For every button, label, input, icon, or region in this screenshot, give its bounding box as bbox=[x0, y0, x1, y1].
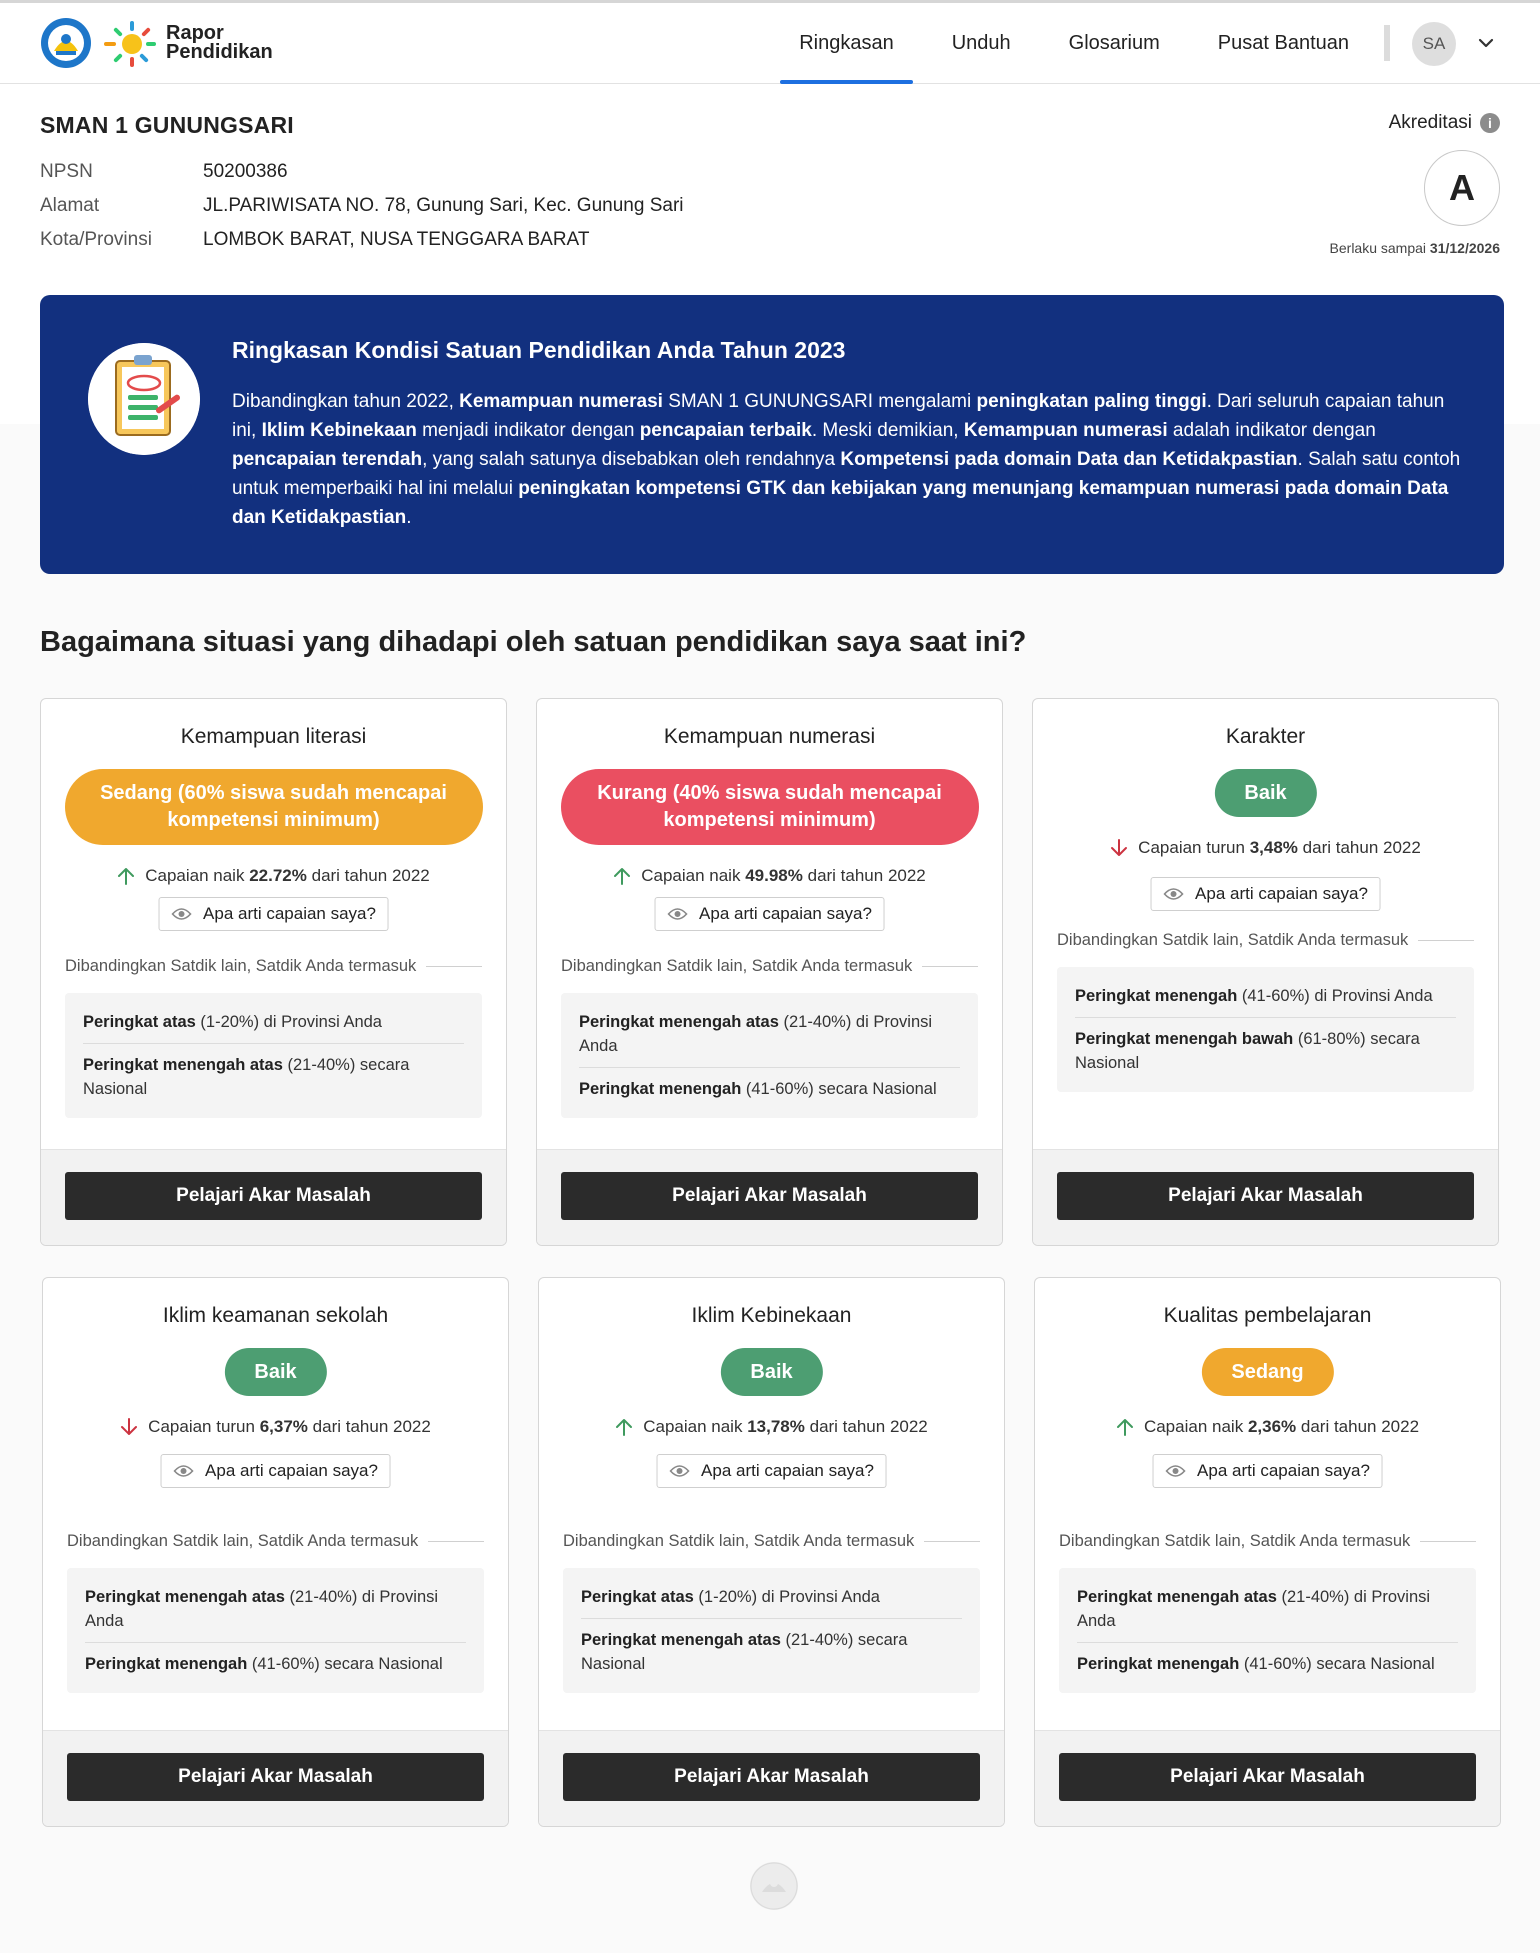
rank-level: Peringkat atas bbox=[83, 1013, 196, 1031]
compare-text: Dibandingkan Satdik lain, Satdik Anda termasuk bbox=[1057, 931, 1409, 949]
rank-detail: (21-40%) secara Nasional bbox=[83, 1056, 410, 1098]
meaning-button-label: Apa arti capaian saya? bbox=[203, 904, 376, 923]
banner-highlight: pencapaian terendah bbox=[232, 449, 423, 470]
trend-suffix: dari tahun 2022 bbox=[311, 866, 430, 885]
address-label: Alamat bbox=[40, 195, 100, 216]
arrow-down-icon bbox=[120, 1417, 138, 1437]
banner-text-segment: , yang salah satunya disebabkan oleh rendahnya bbox=[422, 449, 841, 470]
rank-level: Peringkat menengah bbox=[1075, 987, 1238, 1005]
banner-highlight: pencapaian terbaik bbox=[639, 420, 812, 441]
school-info bbox=[40, 112, 1500, 256]
accreditation-badge: A bbox=[1424, 150, 1500, 226]
card-footer bbox=[41, 1149, 506, 1245]
meaning-button[interactable] bbox=[158, 897, 389, 931]
eye-icon bbox=[173, 1464, 193, 1478]
trend-prefix: Capaian naik bbox=[145, 866, 245, 885]
card-title: Iklim keamanan sekolah bbox=[162, 1304, 389, 1327]
status-badge: Kurang (40% siswa sudah mencapai kompetensi minimum) bbox=[561, 769, 979, 845]
meaning-button[interactable] bbox=[1150, 877, 1381, 911]
rank-detail: (61-80%) secara Nasional bbox=[1075, 1030, 1420, 1072]
card-title: Kemampuan numerasi bbox=[663, 725, 876, 748]
meaning-button-label: Apa arti capaian saya? bbox=[1197, 1461, 1370, 1480]
trend-text bbox=[145, 866, 430, 886]
app-logo[interactable] bbox=[40, 17, 273, 69]
indicator-card bbox=[538, 1277, 1005, 1827]
accreditation-label: Akreditasi bbox=[1388, 112, 1472, 133]
banner-title: Ringkasan Kondisi Satuan Pendidikan Anda Tahun 2023 bbox=[232, 337, 846, 363]
rank-box bbox=[1059, 1568, 1476, 1693]
rank-level: Peringkat menengah atas bbox=[581, 1631, 781, 1649]
rank-item bbox=[85, 1642, 466, 1685]
banner-highlight: Kompetensi pada domain Data dan Ketidakpastian bbox=[840, 449, 1298, 470]
trend-suffix: dari tahun 2022 bbox=[312, 1417, 431, 1436]
nav-pusat-bantuan[interactable]: Pusat Bantuan bbox=[1217, 32, 1349, 54]
npsn-label: NPSN bbox=[40, 161, 93, 182]
rapor-sun-logo-icon bbox=[102, 17, 158, 69]
arrow-down-icon bbox=[1110, 838, 1128, 858]
banner-highlight: Kemampuan numerasi bbox=[963, 420, 1168, 441]
divider bbox=[428, 1541, 484, 1542]
card-title: Kemampuan literasi bbox=[180, 725, 367, 748]
divider bbox=[924, 1541, 980, 1542]
rank-detail: (21-40%) secara Nasional bbox=[581, 1631, 908, 1673]
accreditation-validity bbox=[1330, 240, 1500, 256]
card-title: Kualitas pembelajaran bbox=[1163, 1304, 1372, 1327]
banner-highlight: peningkatan paling tinggi bbox=[976, 391, 1207, 412]
rank-detail: (41-60%) secara Nasional bbox=[741, 1080, 937, 1098]
rank-level: Peringkat menengah atas bbox=[85, 1588, 285, 1606]
trend-text bbox=[641, 866, 926, 886]
banner-text bbox=[232, 387, 1472, 532]
trend-suffix: dari tahun 2022 bbox=[809, 1417, 928, 1436]
card-footer bbox=[1035, 1730, 1500, 1826]
card-footer bbox=[539, 1730, 1004, 1826]
accreditation bbox=[1300, 112, 1500, 256]
city-label: Kota/Provinsi bbox=[40, 229, 152, 250]
rank-level: Peringkat menengah bbox=[85, 1655, 248, 1673]
banner-text-segment: SMAN 1 GUNUNGSARI mengalami bbox=[662, 391, 977, 412]
trend-suffix: dari tahun 2022 bbox=[807, 866, 926, 885]
meaning-button[interactable] bbox=[654, 897, 885, 931]
trend-suffix: dari tahun 2022 bbox=[1302, 838, 1421, 857]
trend-prefix: Capaian naik bbox=[1143, 1417, 1244, 1436]
trend-value: 49.98% bbox=[745, 866, 803, 885]
compare-label bbox=[563, 1532, 980, 1551]
npsn-value: 50200386 bbox=[203, 161, 288, 182]
arrow-up-icon bbox=[1116, 1417, 1134, 1437]
card-footer bbox=[537, 1149, 1002, 1245]
rank-item bbox=[579, 1067, 960, 1110]
learn-root-cause-button[interactable]: Pelajari Akar Masalah bbox=[67, 1753, 484, 1801]
banner-highlight: Iklim Kebinekaan bbox=[261, 420, 417, 441]
rank-detail: (41-60%) secara Nasional bbox=[1239, 1655, 1435, 1673]
rank-level: Peringkat atas bbox=[581, 1588, 694, 1606]
school-name: SMAN 1 GUNUNGSARI bbox=[40, 112, 294, 138]
trend-text bbox=[643, 1417, 928, 1437]
indicator-card bbox=[40, 698, 507, 1246]
trend-text bbox=[1144, 1417, 1419, 1437]
arrow-up-icon bbox=[613, 866, 631, 886]
rank-level: Peringkat menengah bawah bbox=[1075, 1030, 1294, 1048]
banner-highlight: Kemampuan numerasi bbox=[459, 391, 663, 412]
trend-value: 13,78% bbox=[747, 1417, 805, 1436]
meaning-button[interactable] bbox=[1152, 1454, 1383, 1488]
status-badge: Sedang (60% siswa sudah mencapai kompetensi minimum) bbox=[65, 769, 483, 845]
learn-root-cause-button[interactable]: Pelajari Akar Masalah bbox=[1057, 1172, 1474, 1220]
nav-ringkasan[interactable]: Ringkasan bbox=[780, 3, 913, 84]
card-title: Karakter bbox=[1225, 725, 1306, 748]
rank-item bbox=[85, 1576, 466, 1642]
rank-detail: (41-60%) di Provinsi Anda bbox=[1237, 987, 1433, 1005]
trend-info bbox=[1035, 1417, 1500, 1437]
meaning-button-label: Apa arti capaian saya? bbox=[699, 904, 872, 923]
indicator-card bbox=[1034, 1277, 1501, 1827]
rank-level: Peringkat menengah atas bbox=[1077, 1588, 1277, 1606]
nav-unduh[interactable]: Unduh bbox=[951, 32, 1011, 54]
logo-text-line2: Pendidikan bbox=[166, 41, 273, 63]
banner-highlight: peningkatan kompetensi GTK dan kebijakan yang menunjang kemampuan numerasi pada domain Data dan Ketidakpastian bbox=[232, 478, 1449, 528]
learn-root-cause-button[interactable]: Pelajari Akar Masalah bbox=[561, 1172, 978, 1220]
rank-item bbox=[1077, 1642, 1458, 1685]
compare-text: Dibandingkan Satdik lain, Satdik Anda termasuk bbox=[1059, 1532, 1411, 1550]
learn-root-cause-button[interactable]: Pelajari Akar Masalah bbox=[65, 1172, 482, 1220]
indicator-card bbox=[1032, 698, 1499, 1246]
logo-text-line1: Rapor bbox=[166, 22, 224, 44]
divider bbox=[1420, 1541, 1476, 1542]
address-value: JL.PARIWISATA NO. 78, Gunung Sari, Kec. Gunung Sari bbox=[203, 195, 684, 216]
tut-wuri-handayani-emblem-icon bbox=[40, 17, 92, 69]
banner-text-segment: Dibandingkan tahun 2022, bbox=[232, 391, 460, 412]
section-question: Bagaimana situasi yang dihadapi oleh satuan pendidikan saya saat ini? bbox=[40, 626, 1027, 658]
learn-root-cause-button[interactable]: Pelajari Akar Masalah bbox=[1059, 1753, 1476, 1801]
summary-banner bbox=[40, 295, 1504, 574]
compare-label bbox=[1057, 931, 1474, 950]
rank-level: Peringkat menengah bbox=[1077, 1655, 1240, 1673]
compare-text: Dibandingkan Satdik lain, Satdik Anda termasuk bbox=[67, 1532, 419, 1550]
trend-info bbox=[41, 866, 506, 886]
validity-date: 31/12/2026 bbox=[1429, 240, 1500, 256]
compare-label bbox=[561, 957, 978, 976]
arrow-up-icon bbox=[615, 1417, 633, 1437]
compare-label bbox=[1059, 1532, 1476, 1551]
banner-text-segment: . Salah satu contoh untuk memperbaiki hal ini melalui bbox=[232, 449, 1461, 499]
compare-text: Dibandingkan Satdik lain, Satdik Anda termasuk bbox=[561, 957, 913, 975]
card-title: Iklim Kebinekaan bbox=[691, 1304, 852, 1327]
trend-info bbox=[539, 1417, 1004, 1437]
meaning-button-label: Apa arti capaian saya? bbox=[1195, 884, 1368, 903]
main-nav bbox=[770, 3, 1378, 84]
rank-item bbox=[581, 1618, 962, 1685]
top-navigation-bar bbox=[0, 0, 1540, 84]
meaning-button-label: Apa arti capaian saya? bbox=[205, 1461, 378, 1480]
trend-value: 2,36% bbox=[1247, 1417, 1297, 1436]
rank-detail: (21-40%) di Provinsi Anda bbox=[85, 1588, 439, 1630]
chevron-down-icon[interactable] bbox=[1476, 33, 1496, 53]
info-icon[interactable]: i bbox=[1480, 113, 1500, 133]
trend-info bbox=[1033, 838, 1498, 858]
indicator-card bbox=[42, 1277, 509, 1827]
rank-item bbox=[1075, 1017, 1456, 1084]
rank-detail: (1-20%) di Provinsi Anda bbox=[195, 1013, 382, 1031]
eye-icon bbox=[667, 907, 687, 921]
rank-item bbox=[1075, 975, 1456, 1017]
learn-root-cause-button[interactable]: Pelajari Akar Masalah bbox=[563, 1753, 980, 1801]
city-value: LOMBOK BARAT, NUSA TENGGARA BARAT bbox=[203, 229, 590, 250]
nav-divider bbox=[1384, 25, 1390, 61]
rank-item bbox=[83, 1001, 464, 1043]
rank-box bbox=[67, 1568, 484, 1693]
status-badge: Baik bbox=[720, 1348, 822, 1396]
accreditation-header bbox=[1300, 112, 1500, 134]
rank-item bbox=[1077, 1576, 1458, 1642]
eye-icon bbox=[1165, 1464, 1185, 1478]
trend-prefix: Capaian turun bbox=[1138, 838, 1245, 857]
banner-text-segment: . Dari seluruh capaian tahun ini, bbox=[232, 391, 1445, 441]
eye-icon bbox=[171, 907, 191, 921]
clipboard-illustration-icon bbox=[88, 343, 200, 455]
status-badge: Baik bbox=[1214, 769, 1316, 817]
rank-level: Peringkat menengah atas bbox=[83, 1056, 283, 1074]
rank-detail: (21-40%) di Provinsi Anda bbox=[1077, 1588, 1431, 1630]
compare-label bbox=[67, 1532, 484, 1551]
card-footer bbox=[43, 1730, 508, 1826]
trend-value: 6,37% bbox=[259, 1417, 308, 1436]
logo-text bbox=[166, 24, 273, 62]
compare-text: Dibandingkan Satdik lain, Satdik Anda termasuk bbox=[563, 1532, 915, 1550]
rank-detail: (21-40%) di Provinsi Anda bbox=[579, 1013, 933, 1055]
rank-level: Peringkat menengah bbox=[579, 1080, 742, 1098]
eye-icon bbox=[1163, 887, 1183, 901]
eye-icon bbox=[669, 1464, 689, 1478]
divider bbox=[1418, 940, 1474, 941]
meaning-button[interactable] bbox=[160, 1454, 391, 1488]
trend-value: 3,48% bbox=[1249, 838, 1298, 857]
rank-box bbox=[563, 1568, 980, 1693]
rank-level: Peringkat menengah atas bbox=[579, 1013, 779, 1031]
divider bbox=[426, 966, 482, 967]
indicator-card bbox=[536, 698, 1003, 1246]
status-badge: Sedang bbox=[1201, 1348, 1333, 1396]
rank-item bbox=[579, 1001, 960, 1067]
footer-emblem-icon bbox=[750, 1862, 798, 1910]
compare-text: Dibandingkan Satdik lain, Satdik Anda termasuk bbox=[65, 957, 417, 975]
banner-text-segment: menjadi indikator dengan bbox=[416, 420, 640, 441]
rank-item bbox=[83, 1043, 464, 1110]
card-footer bbox=[1033, 1149, 1498, 1245]
banner-text-segment: . bbox=[406, 507, 412, 528]
rank-box bbox=[561, 993, 978, 1118]
trend-suffix: dari tahun 2022 bbox=[1300, 1417, 1420, 1436]
meaning-button-label: Apa arti capaian saya? bbox=[701, 1461, 874, 1480]
validity-prefix: Berlaku sampai bbox=[1329, 240, 1427, 256]
user-avatar[interactable]: SA bbox=[1412, 22, 1456, 66]
banner-text-segment: adalah indikator dengan bbox=[1167, 420, 1376, 441]
trend-text bbox=[148, 1417, 431, 1437]
arrow-up-icon bbox=[117, 866, 135, 886]
status-badge: Baik bbox=[224, 1348, 326, 1396]
trend-prefix: Capaian naik bbox=[643, 1417, 743, 1436]
compare-label bbox=[65, 957, 482, 976]
divider bbox=[922, 966, 978, 967]
meaning-button[interactable] bbox=[656, 1454, 887, 1488]
trend-prefix: Capaian turun bbox=[148, 1417, 255, 1436]
nav-glosarium[interactable]: Glosarium bbox=[1068, 32, 1160, 54]
trend-info bbox=[537, 866, 1002, 886]
trend-info bbox=[43, 1417, 508, 1437]
trend-text bbox=[1138, 838, 1421, 858]
rank-detail: (41-60%) secara Nasional bbox=[247, 1655, 443, 1673]
rank-detail: (1-20%) di Provinsi Anda bbox=[693, 1588, 880, 1606]
rank-item bbox=[581, 1576, 962, 1618]
trend-value: 22.72% bbox=[249, 866, 307, 885]
rank-box bbox=[1057, 967, 1474, 1092]
rank-box bbox=[65, 993, 482, 1118]
trend-prefix: Capaian naik bbox=[641, 866, 741, 885]
banner-text-segment: . Meski demikian, bbox=[811, 420, 964, 441]
